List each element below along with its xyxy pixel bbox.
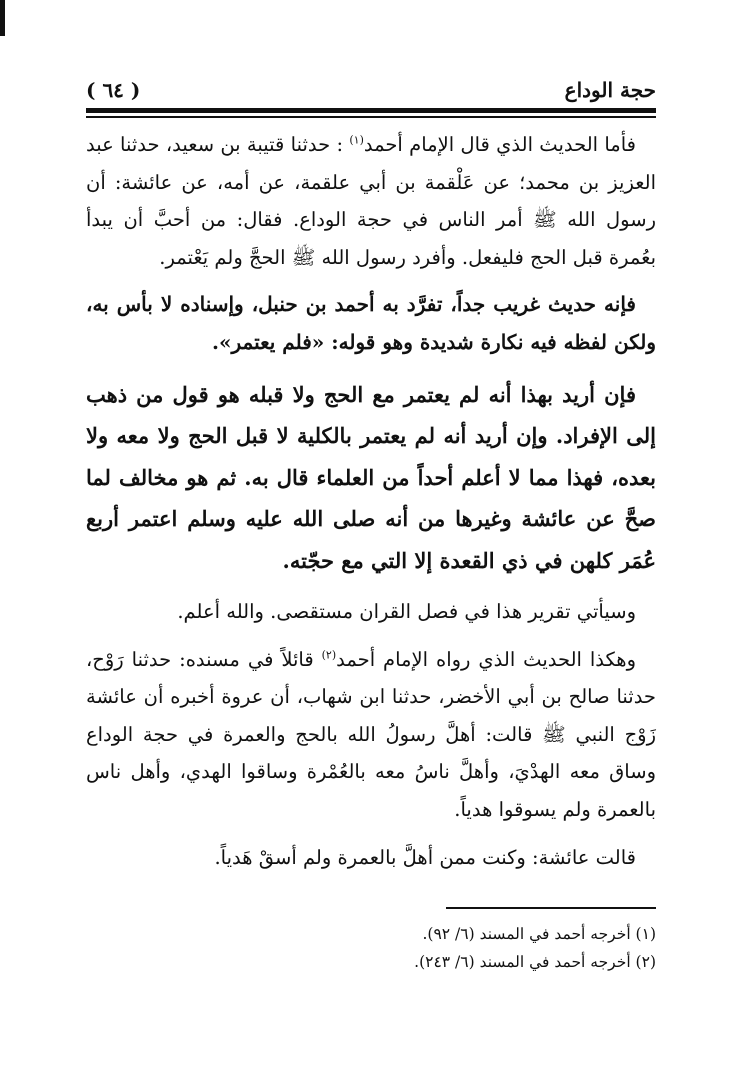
page-number: ( ٦٤ )	[86, 78, 141, 102]
page-header	[86, 76, 656, 104]
paragraph-6	[86, 839, 656, 877]
footnote-ref-2[interactable]: (٢)	[321, 648, 337, 662]
paragraph-1-text: : حدثنا قتيبة بن سعيد، حدثنا عبد العزيز بن محمد؛ عن عَلْقمة بن أبي علقمة، عن أمه، عن عائشة: أن رسول الله ﷺ أمر الناس في حجة الوداع. فقال: من أحبَّ أن يبدأ بعُمرة قبل الحج فليفعل. وأفرد رسول الله ﷺ الحجَّ ولم يَعْتمر.	[86, 133, 656, 269]
paragraph-1	[86, 126, 656, 276]
header-rule-thin	[86, 116, 656, 118]
paragraph-1-lead: فأما الحديث الذي قال الإمام أحمد	[363, 133, 637, 156]
paragraph-2	[86, 286, 656, 361]
paragraph-3	[86, 374, 656, 582]
paragraph-4	[86, 593, 656, 631]
footnote-ref-1[interactable]: (١)	[349, 133, 364, 147]
footnote-2: (٢) أخرجه أحمد في المسند (٦/ ٢٤٣).	[414, 953, 656, 971]
paragraph-5-text: قائلاً في مسنده: حدثنا رَوْح، حدثنا صالح بن أبي الأخضر، حدثنا ابن شهاب، أن عروة أخبره أن عائشة زَوْج النبي ﷺ قالت: أهلَّ رسولُ الله بالحج والعمرة في حجة الوداع وساق معه الهدْيَ، وأهلَّ ناسُ معه بالعُمْرة وساقوا الهدي، وأهل ناس بالعمرة ولم يسوقوا هدياً.	[86, 647, 656, 822]
running-title: حجة الوداع	[564, 78, 656, 102]
footnotes	[86, 920, 656, 976]
footnote-separator	[446, 907, 656, 909]
footnote-1: (١) أخرجه أحمد في المسند (٦/ ٩٢).	[422, 925, 656, 943]
header-rule-thick	[86, 108, 656, 113]
paragraph-4-text: وسيأتي تقرير هذا في فصل القران مستقصى. والله أعلم.	[177, 600, 636, 624]
paragraph-6-text: قالت عائشة: وكنت ممن أهلَّ بالعمرة ولم أسقْ هَدياً.	[214, 845, 636, 869]
paragraph-5-lead: وهكذا الحديث الذي رواه الإمام أحمد	[336, 647, 636, 671]
scan-edge-mark	[0, 0, 5, 36]
paragraph-5	[86, 641, 656, 829]
page-body	[86, 126, 656, 876]
paragraph-2-text: فإنه حديث غريب جداً، تفرَّد به أحمد بن حنبل، وإسناده لا بأس به، ولكن لفظه فيه نكارة شديدة وهو قوله: «فلم يعتمر».	[86, 292, 656, 354]
paragraph-3-text: فإن أريد بهذا أنه لم يعتمر مع الحج ولا قبله هو قول من ذهب إلى الإفراد. وإن أريد أنه لم يعتمر بالكلية لا قبل الحج ولا معه ولا بعده، فهذا مما لا أعلم أحداً من العلماء قال به. ثم هو مخالف لما صحَّ عن عائشة وغيرها من أنه صلى الله عليه وسلم اعتمر أربع عُمَر كلهن في ذي القعدة إلا التي مع حجّته.	[86, 381, 656, 573]
